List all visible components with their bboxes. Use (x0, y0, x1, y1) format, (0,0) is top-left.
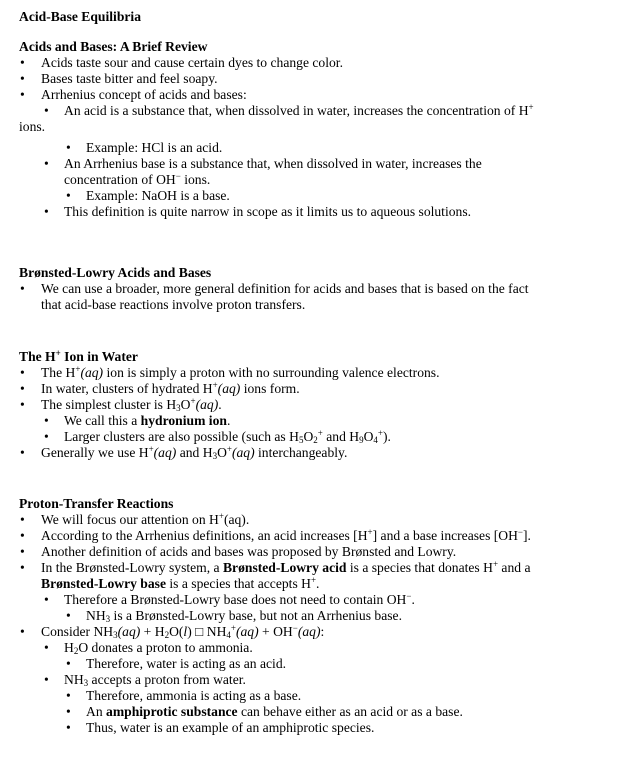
list-item: • An Arrhenius base is a substance that, when dissolved in water, increases the concentration of OH− ions. (44, 156, 482, 187)
bullet-icon: • (20, 544, 25, 559)
bullet-icon: • (20, 512, 25, 527)
bullet-icon: • (44, 640, 49, 655)
section-proton-transfer (0, 496, 620, 736)
list-item: • This definition is quite narrow in scope as it limits us to aqueous solutions. (44, 204, 472, 219)
bullet-icon: • (20, 381, 25, 396)
list-item: • We can use a broader, more general definition for acids and bases that is based on the fact that acid-base reactions involve proton transfers. (20, 281, 529, 312)
list-item: • Therefore, water is acting as an acid. (66, 656, 287, 671)
bullet-icon: • (66, 188, 71, 203)
bullet-icon: • (20, 560, 25, 575)
list-item: • Thus, water is an example of an amphiprotic species. (66, 720, 375, 735)
list-item: • Therefore a Brønsted-Lowry base does not need to contain OH−. (44, 591, 415, 607)
section-bronsted-lowry (0, 265, 620, 313)
bullet-icon: • (66, 688, 71, 703)
list-item: • $NH_3$ is a Brønsted-Lowry base, but not an Arrhenius base. (66, 608, 402, 624)
section-heading: Brønsted-Lowry Acids and Bases (19, 265, 212, 280)
bullet-icon: • (66, 656, 71, 671)
bullet-icon: • (20, 445, 25, 460)
list-item: • Arrhenius concept of acids and bases: (20, 87, 247, 102)
bullet-icon: • (20, 55, 25, 70)
list-item: • Consider $NH_3(aq) + H_2O(l)$ □ $NH_4^+(aq) + OH^-(aq)$: (20, 623, 325, 640)
list-item: • In water, clusters of hydrated H+(aq) ions form. (20, 380, 300, 396)
bullet-icon: • (66, 608, 71, 623)
bullet-icon: • (20, 365, 25, 380)
section-h-ion-in-water (0, 349, 620, 461)
bullet-icon: • (20, 624, 25, 639)
list-item: • $NH_3$ accepts a proton from water. (44, 672, 246, 688)
list-item: • Acids taste sour and cause certain dyes to change color. (20, 55, 343, 70)
list-item: • We call this a hydronium ion. (44, 413, 231, 428)
bullet-icon: • (20, 397, 25, 412)
list-item: • Example: NaOH is a base. (66, 188, 230, 203)
list-item: • Larger clusters are also possible (such as $H_5O_2^+$ and $H_9O_4^+$). (44, 428, 391, 445)
list-item: • An acid is a substance that, when dissolved in water, increases the concentration of H+ ions. (19, 102, 534, 134)
list-item: • The simplest cluster is $H_3O^+(aq)$. (20, 396, 222, 413)
bullet-icon: • (44, 429, 49, 444)
section-heading: Proton-Transfer Reactions (19, 496, 174, 511)
bullet-icon: • (20, 528, 25, 543)
bullet-icon: • (20, 87, 25, 102)
section-heading: The H+ Ion in Water (19, 348, 138, 364)
bullet-icon: • (44, 672, 49, 687)
section-brief-review (0, 39, 620, 220)
list-item: • Another definition of acids and bases was proposed by Brønsted and Lowry. (20, 544, 457, 559)
list-item: • $H_2O$ donates a proton to ammonia. (44, 640, 253, 656)
bullet-icon: • (44, 103, 49, 118)
bullet-icon: • (44, 204, 49, 219)
list-item: • Bases taste bitter and feel soapy. (20, 71, 218, 86)
bullet-icon: • (44, 413, 49, 428)
missing-glyph-box: □ (195, 624, 204, 639)
bullet-icon: • (66, 140, 71, 155)
bullet-icon: • (20, 281, 25, 296)
list-item: • According to the Arrhenius definitions, an acid increases [H+] and a base increases [OH−]. (20, 527, 531, 543)
document-title: Acid-Base Equilibria (19, 9, 141, 24)
list-item: • Therefore, ammonia is acting as a base. (66, 688, 302, 703)
bullet-icon: • (66, 720, 71, 735)
list-item: • We will focus our attention on H+(aq). (20, 511, 250, 527)
section-heading: Acids and Bases: A Brief Review (19, 39, 208, 54)
list-item: • Generally we use H+(aq) and $H_3O^+(aq)$ interchangeably. (20, 444, 348, 461)
bullet-icon: • (44, 156, 49, 171)
bullet-icon: • (44, 592, 49, 607)
list-item: • Example: HCl is an acid. (66, 140, 223, 155)
bullet-icon: • (66, 704, 71, 719)
list-item: • The H+(aq) ion is simply a proton with no surrounding valence electrons. (20, 364, 440, 380)
list-item: • In the Brønsted-Lowry system, a Brønsted-Lowry acid is a species that donates H+ and a Brønsted-Lowry base is a species that accepts H+. (20, 559, 531, 591)
bullet-icon: • (20, 71, 25, 86)
list-item: • An amphiprotic substance can behave either as an acid or as a base. (66, 704, 463, 719)
